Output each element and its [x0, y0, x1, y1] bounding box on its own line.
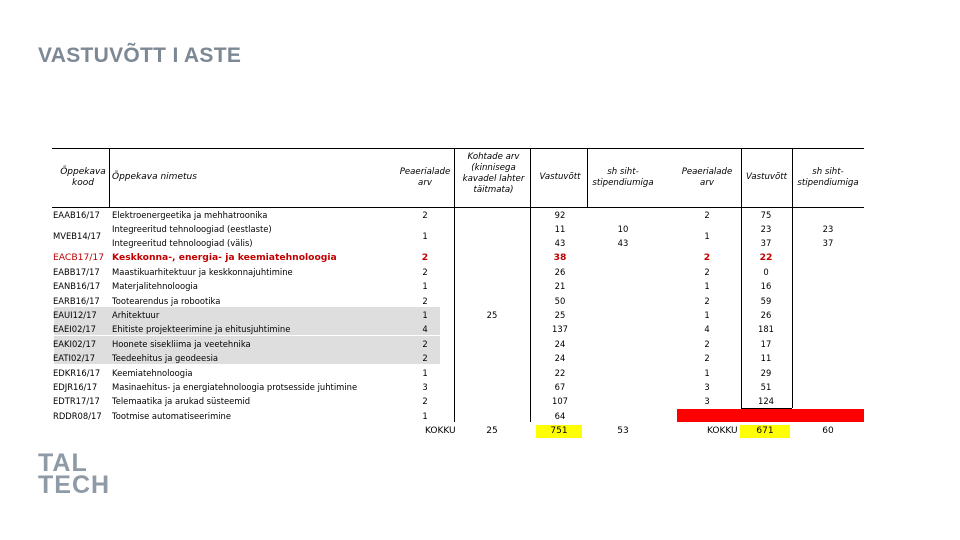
- header-admitted-2: Vastuvõtt: [746, 172, 787, 182]
- cell-adm-2: 51: [760, 382, 772, 392]
- cell-adm-2: 124: [758, 396, 774, 406]
- cell-adm-2: 37: [760, 238, 772, 248]
- missing-data-bar: [677, 409, 864, 422]
- cell-code: EDJR16/17: [53, 382, 98, 392]
- cell-name: Keemiatehnoloogia: [112, 368, 193, 378]
- cell-main: 2: [422, 339, 428, 349]
- total-places: 25: [486, 426, 498, 436]
- total-stip: 53: [617, 426, 629, 436]
- table-divider: [792, 208, 793, 408]
- cell-main-2: 1: [704, 231, 710, 241]
- cell-adm-2: 29: [760, 368, 772, 378]
- cell-main: 2: [422, 267, 428, 277]
- total-stip-2: 60: [822, 426, 834, 436]
- cell-code: EAKI02/17: [53, 339, 97, 349]
- cell-adm-2: 17: [760, 339, 772, 349]
- cell-code: EDKR16/17: [53, 368, 101, 378]
- cell-main: 2: [422, 396, 428, 406]
- cell-main: 3: [422, 382, 428, 392]
- cell-adm-2: 59: [760, 296, 772, 306]
- cell-main-2: 2: [704, 296, 710, 306]
- cell-places: 25: [486, 310, 498, 320]
- cell-adm: 22: [554, 368, 566, 378]
- header-stip: sh siht- stipendiumiga: [592, 167, 654, 188]
- cell-adm-2: 22: [759, 252, 773, 263]
- cell-main-2: 2: [704, 210, 710, 220]
- cell-code: EACB17/17: [53, 252, 105, 263]
- cell-code: EARB16/17: [53, 296, 100, 306]
- cell-adm: 24: [554, 353, 566, 363]
- cell-name: Ehitiste projekteerimine ja ehitusjuhtimine: [112, 324, 291, 334]
- cell-stip: 43: [617, 238, 629, 248]
- header-code: Õppekava kood: [60, 167, 106, 188]
- cell-name: Masinaehitus- ja energiatehnoloogia protsesside juhtimine: [112, 382, 358, 392]
- cell-main-2: 3: [704, 382, 710, 392]
- cell-adm: 92: [554, 210, 566, 220]
- cell-name: Tootearendus ja robootika: [112, 296, 221, 306]
- header-name: Õppekava nimetus: [112, 172, 197, 182]
- total-label-2: KOKKU: [707, 426, 738, 436]
- cell-adm-2: 11: [760, 353, 772, 363]
- cell-main: 1: [422, 281, 428, 291]
- cell-code: EAAB16/17: [53, 210, 100, 220]
- cell-main: 1: [422, 411, 428, 421]
- cell-adm: 38: [553, 252, 567, 263]
- cell-adm-2: 26: [760, 310, 772, 320]
- cell-adm-2: 16: [760, 281, 772, 291]
- cell-name: Integreeritud tehnoloogiad (eestlaste): [112, 224, 272, 234]
- cell-main-2: 4: [704, 324, 710, 334]
- cell-name: Teedeehitus ja geodeesia: [112, 353, 219, 363]
- cell-adm: 67: [554, 382, 566, 392]
- cell-main: 2: [422, 210, 428, 220]
- cell-adm: 107: [552, 396, 568, 406]
- total-admitted: 751: [536, 425, 582, 438]
- cell-main-2: 2: [704, 353, 710, 363]
- cell-name: Integreeritud tehnoloogiad (välis): [112, 238, 253, 248]
- cell-adm-2: 23: [760, 224, 772, 234]
- cell-stip: 10: [617, 224, 629, 234]
- cell-adm-2: 181: [758, 324, 774, 334]
- cell-adm-2: 75: [760, 210, 772, 220]
- cell-stip-2: 37: [822, 238, 834, 248]
- cell-main: 2: [422, 296, 428, 306]
- cell-adm-2: 0: [763, 267, 769, 277]
- cell-main-2: 2: [703, 252, 711, 263]
- cell-main: 2: [421, 252, 429, 263]
- cell-code: EABB17/17: [53, 267, 100, 277]
- cell-name: Arhitektuur: [112, 310, 160, 320]
- taltech-logo: TAL TECH: [38, 449, 111, 499]
- cell-adm: 137: [552, 324, 568, 334]
- cell-code: EAEI02/17: [53, 324, 96, 334]
- cell-adm: 50: [554, 296, 566, 306]
- cell-main-2: 2: [704, 339, 710, 349]
- table-top-border: [52, 148, 864, 149]
- table-divider: [741, 208, 742, 408]
- cell-adm: 43: [554, 238, 566, 248]
- cell-adm: 11: [554, 224, 566, 234]
- header-main-2: Peaerialade arv: [681, 167, 733, 188]
- table-header-border: [52, 207, 864, 208]
- cell-name: Maastikuarhitektuur ja keskkonnajuhtimine: [112, 267, 293, 277]
- table-divider: [530, 208, 531, 422]
- cell-name: Elektroenergeetika ja mehhatroonika: [112, 210, 268, 220]
- cell-adm: 25: [554, 310, 566, 320]
- cell-adm: 64: [554, 411, 566, 421]
- cell-code: EDTR17/17: [53, 396, 100, 406]
- header-main: Peaerialade arv: [399, 167, 451, 188]
- header-admitted: Vastuvõtt: [539, 172, 581, 182]
- cell-name: Hoonete sisekliima ja veetehnika: [112, 339, 251, 349]
- cell-main-2: 3: [704, 396, 710, 406]
- cell-code: RDDR08/17: [53, 411, 102, 421]
- page-title: VASTUVÕTT I ASTE: [38, 44, 242, 67]
- cell-adm: 21: [554, 281, 566, 291]
- cell-name: Materjalitehnoloogia: [112, 281, 198, 291]
- cell-adm: 24: [554, 339, 566, 349]
- cell-name: Tootmise automatiseerimine: [112, 411, 232, 421]
- cell-adm: 26: [554, 267, 566, 277]
- header-places: Kohtade arv (kinnisega kavadel lahter täitmata): [462, 152, 525, 195]
- cell-code: EAUI12/17: [53, 310, 97, 320]
- table-divider: [454, 208, 455, 422]
- cell-main: 1: [422, 310, 428, 320]
- cell-main: 1: [422, 231, 428, 241]
- cell-main-2: 2: [704, 267, 710, 277]
- cell-main: 4: [422, 324, 428, 334]
- cell-code: MVEB14/17: [53, 231, 102, 241]
- cell-stip-2: 23: [822, 224, 834, 234]
- cell-code: EANB16/17: [53, 281, 101, 291]
- cell-main-2: 1: [704, 310, 710, 320]
- cell-main-2: 1: [704, 281, 710, 291]
- total-admitted-2: 671: [740, 425, 790, 438]
- header-stip-2: sh siht- stipendiumiga: [797, 167, 859, 188]
- cell-main: 2: [422, 353, 428, 363]
- cell-main: 1: [422, 368, 428, 378]
- cell-name: Keskkonna-, energia- ja keemiatehnoloogia: [112, 252, 337, 263]
- total-label: KOKKU: [425, 426, 456, 436]
- cell-code: EATI02/17: [53, 353, 96, 363]
- cell-main-2: 1: [704, 368, 710, 378]
- cell-name: Telemaatika ja arukad süsteemid: [112, 396, 251, 406]
